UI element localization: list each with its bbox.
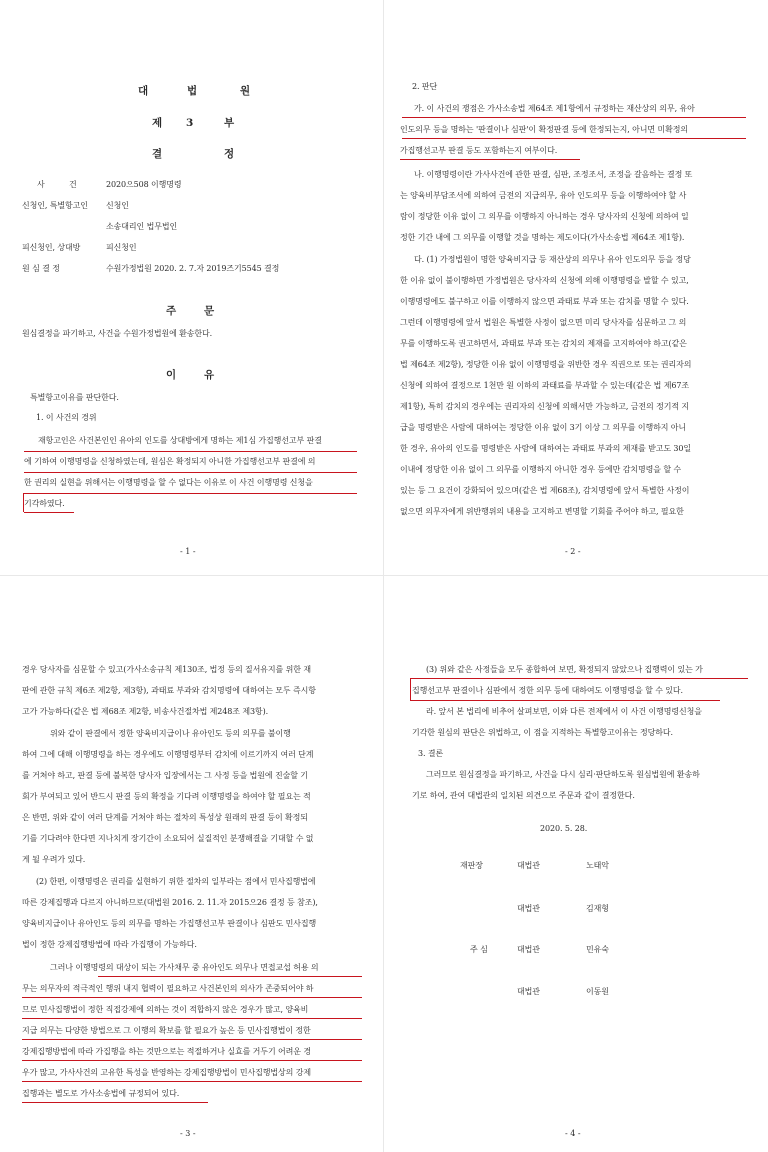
body-line: 강제집행방법에 따라 가집행을 하는 것만으로는 적절하거나 실효를 거두기 어려운 경 bbox=[22, 1047, 311, 1056]
decision-char: 결 bbox=[152, 148, 163, 160]
judge-name: 노태악 bbox=[586, 861, 609, 870]
judge-name: 이동원 bbox=[586, 987, 609, 996]
reason-heading-char: 유 bbox=[204, 369, 215, 381]
applicant-label: 신청인, 특별항고인 bbox=[22, 201, 88, 210]
body-line: 가. 이 사건의 쟁점은 가사소송법 제64조 제1항에서 규정하는 재산상의 의무, 유아 bbox=[414, 104, 695, 113]
decision-date: 2020. 5. 28. bbox=[540, 824, 588, 833]
body-line: 기각한 원심의 판단은 위법하고, 이 점을 지적하는 특별항고이유는 정당하다. bbox=[412, 728, 673, 737]
body-line: 그런데 이행명령에 앞서 법원은 특별한 사정이 없으면 미리 당사자를 심문하고 그 의 bbox=[400, 318, 687, 327]
judge-title: 대법관 bbox=[517, 904, 540, 913]
page-number: - 3 - bbox=[180, 1129, 196, 1138]
body-line: 그러나 이행명령의 대상이 되는 가사채무 중 유아인도 의무나 면접교섭 허용 의 bbox=[50, 963, 319, 972]
body-line: 제1항), 특히 감치의 경우에는 권리자의 신청에 의해서만 가능하고, 금전의 정기적 지 bbox=[400, 402, 690, 411]
reason-intro: 특별항고이유를 판단한다. bbox=[30, 393, 119, 402]
case-label-char: 사 bbox=[37, 180, 45, 189]
body-line: 가집행선고부 판결 등도 포함하는지 여부이다. bbox=[400, 146, 558, 155]
body-line: 따른 강제집행과 다르지 아니하므로(대법원 2016. 2. 11.자 2015으26 결정 등 참조), bbox=[22, 898, 318, 907]
body-line: 에 기하여 이행명령을 신청하였는데, 원심은 확정되지 아니한 가집행선고부 판결에 의 bbox=[24, 457, 316, 466]
highlight-underline bbox=[98, 976, 362, 977]
body-line: 이행명령에도 불구하고 이를 이행하지 않으면 과태료 부과 또는 감치를 명할 수 있다. bbox=[400, 297, 689, 306]
judge-title: 대법관 bbox=[517, 987, 540, 996]
horizontal-divider bbox=[0, 575, 768, 576]
highlight-underline bbox=[23, 493, 24, 512]
page-3 bbox=[0, 582, 378, 1152]
body-line: 양육비지급이나 유아인도 등의 의무를 명하는 가집행선고부 판결이나 심판도 민사집행 bbox=[22, 919, 317, 928]
page-number: - 2 - bbox=[565, 547, 581, 556]
highlight-underline bbox=[24, 512, 74, 513]
highlight-underline bbox=[22, 1018, 362, 1019]
original-label: 원 심 결 정 bbox=[22, 264, 60, 273]
judge-title: 대법관 bbox=[517, 945, 540, 954]
body-line: 한 경우, 유아의 인도를 명령받은 사람에 대하여는 과태료 부과의 제재를 받고도 30일 bbox=[400, 444, 692, 453]
body-line: 급을 명령받은 사람에 대하여는 정당한 이유 없이 3기 이상 그 의무를 이행하지 아니 bbox=[400, 423, 687, 432]
highlight-underline bbox=[22, 997, 362, 998]
body-line: 한 이유 없이 불이행하면 가정법원은 당사자의 신청에 의해 이행명령을 발할 수 있고, bbox=[400, 276, 689, 285]
judge-role: 주 심 bbox=[470, 945, 488, 954]
highlight-underline bbox=[22, 1102, 208, 1103]
body-line: 나. 이행명령이란 가사사건에 관한 판결, 심판, 조정조서, 조정을 갈음하는 결정 또 bbox=[414, 170, 693, 179]
body-line: 고가 가능하다(같은 법 제68조 제2항, 비송사건절차법 제248조 제3항). bbox=[22, 707, 269, 716]
vertical-divider bbox=[383, 0, 384, 1152]
highlight-underline bbox=[410, 678, 748, 679]
highlight-underline bbox=[410, 678, 411, 700]
bench-char: 3 bbox=[186, 117, 194, 129]
body-line: 는 양육비부담조서에 의하여 금전의 지급의무, 유아 인도의무 등을 이행하여야 할 사 bbox=[400, 191, 687, 200]
highlight-underline bbox=[410, 700, 720, 701]
court-title-char: 대 bbox=[138, 85, 149, 97]
highlight-underline bbox=[22, 1060, 362, 1061]
reason-heading bbox=[166, 370, 214, 380]
body-line: 있는 등 그 요건이 강화되어 있으며(같은 법 제68조), 감치명령에 앞서 특별한 사정이 bbox=[400, 486, 690, 495]
page-1 bbox=[0, 0, 378, 570]
order-text: 원심결정을 파기하고, 사건을 수원가정법원에 환송한다. bbox=[22, 329, 213, 338]
body-line: 이내에 정당한 이유 없이 그 의무를 이행하지 아니한 경우 등에만 감치명령을 할 수 bbox=[400, 465, 682, 474]
court-title-char: 원 bbox=[240, 85, 251, 97]
case-label-char: 건 bbox=[69, 180, 77, 189]
bench-char: 부 bbox=[224, 117, 235, 129]
highlight-underline bbox=[400, 159, 580, 160]
body-line: 판에 관한 규칙 제6조 제2항, 제3항), 과태료 부과와 감치명령에 대하여는 모두 즉시항 bbox=[22, 686, 316, 695]
reason-heading-char: 이 bbox=[166, 369, 177, 381]
order-heading-char: 문 bbox=[204, 305, 215, 317]
highlight-underline bbox=[24, 493, 357, 494]
original-value: 수원가정법원 2020. 2. 7.자 2019즈기5545 결정 bbox=[106, 264, 280, 273]
body-line: 법이 정한 강제집행방법에 따라 가집행이 가능하다. bbox=[22, 940, 197, 949]
page-number: - 4 - bbox=[565, 1129, 581, 1138]
body-line: 라. 앞서 본 법리에 비추어 살펴보면, 이와 다른 전제에서 이 사건 이행명령신청을 bbox=[426, 707, 702, 716]
body-line: 게 될 우려가 있다. bbox=[22, 855, 86, 864]
case-label bbox=[37, 180, 77, 190]
page-2 bbox=[390, 0, 768, 570]
court-title-char: 법 bbox=[187, 85, 198, 97]
body-line: 기를 기다려야 한다면 지나치게 장기간이 소요되어 실질적인 분쟁해결을 기대할 수 없 bbox=[22, 834, 314, 843]
respondent-label: 피신청인, 상대방 bbox=[22, 243, 81, 252]
body-line: 하여 그에 대해 이행명령을 하는 경우에도 이행명령부터 감치에 이르기까지 여러 단계 bbox=[22, 750, 314, 759]
bench-char: 제 bbox=[152, 117, 163, 129]
body-line: 다. (1) 가정법원이 명한 양육비지급 등 재산상의 의무나 유아 인도의무 등을 정당 bbox=[414, 255, 691, 264]
body-line: 경우 당사자를 심문할 수 있고(가사소송규칙 제130조, 법정 등의 질서유지를 위한 재 bbox=[22, 665, 311, 674]
body-line: 집행과는 별도로 가사소송법에 규정되어 있다. bbox=[22, 1089, 180, 1098]
body-line: 없으면 의무자에게 위반행위의 내용을 고지하고 변명할 기회를 주어야 하고, 필요한 bbox=[400, 507, 684, 516]
section-heading: 2. 판단 bbox=[412, 82, 438, 91]
highlight-underline bbox=[22, 1081, 362, 1082]
body-line: 우가 많고, 가사사건의 고유한 특성을 반영하는 강제집행방법이 민사집행법상의 강제 bbox=[22, 1068, 311, 1077]
body-line: 신청에 의하여 결정으로 1천만 원 이하의 과태료를 부과할 수 있는데(같은 법 제67조 bbox=[400, 381, 689, 390]
case-value: 2020으508 이행명령 bbox=[106, 180, 182, 189]
order-heading-char: 주 bbox=[166, 305, 177, 317]
highlight-underline bbox=[24, 472, 357, 473]
counsel-value: 소송대리인 법무법인 bbox=[106, 222, 178, 231]
court-title bbox=[138, 86, 250, 96]
body-line: 그러므로 원심결정을 파기하고, 사건을 다시 심리·판단하도록 원심법원에 환송하 bbox=[426, 770, 700, 779]
section-heading: 1. 이 사건의 경위 bbox=[36, 413, 97, 422]
page-4 bbox=[390, 582, 768, 1152]
body-line: 재항고인은 사건본인인 유아의 인도를 상대방에게 명하는 제1심 가집행선고부 판결 bbox=[38, 436, 322, 445]
body-line: 인도의무 등을 명하는 '판결이나 심판'이 확정판결 등에 한정되는지, 아니면 미확정의 bbox=[400, 125, 688, 134]
body-line: 한 권리의 실현을 위해서는 이행명령을 할 수 없다는 이유로 이 사건 이행명령 신청을 bbox=[24, 478, 313, 487]
body-line: 를 거쳐야 하고, 판결 등에 불복한 당사자 입장에서는 그 사정 등을 법원에 진술할 기 bbox=[22, 771, 308, 780]
decision-title bbox=[152, 149, 234, 159]
order-heading bbox=[166, 306, 214, 316]
body-line: 기각하였다. bbox=[24, 499, 65, 508]
highlight-underline bbox=[402, 117, 746, 118]
judge-name: 민유숙 bbox=[586, 945, 609, 954]
body-line: 집행선고부 판결이나 심판에서 정한 의무 등에 대하여도 이행명령을 할 수 있다. bbox=[412, 686, 683, 695]
section-heading: 3. 결론 bbox=[418, 749, 444, 758]
body-line: 람이 정당한 이유 없이 그 의무를 이행하지 아니하는 경우 당사자의 신청에 의하여 일 bbox=[400, 212, 689, 221]
applicant-value: 신청인 bbox=[106, 201, 129, 210]
judge-name: 김재형 bbox=[586, 904, 609, 913]
body-line: 므로 민사집행법이 정한 직접강제에 의하는 것이 적합하지 않은 경우가 많고, 양육비 bbox=[22, 1005, 309, 1014]
highlight-underline bbox=[24, 451, 357, 452]
decision-char: 정 bbox=[224, 148, 235, 160]
judge-title: 대법관 bbox=[517, 861, 540, 870]
body-line: 위와 같이 판결에서 정한 양육비지급이나 유아인도 등의 의무를 불이행 bbox=[50, 729, 291, 738]
body-line: 법 제64조 제2항), 정당한 이유 없이 이행명령을 위반한 경우 직권으로 또는 권리자의 bbox=[400, 360, 692, 369]
body-line: (3) 위와 같은 사정들을 모두 종합하여 보면, 확정되지 않았으나 집행력이 있는 가 bbox=[426, 665, 703, 674]
body-line: 회가 부여되고 있어 반드시 판결 등의 확정을 기다려 이행명령을 하여야 할 필요는 적 bbox=[22, 792, 311, 801]
body-line: 지급 의무는 다양한 방법으로 그 이행의 확보를 할 필요가 높은 등 민사집행법이 정한 bbox=[22, 1026, 311, 1035]
highlight-underline bbox=[402, 138, 746, 139]
highlight-underline bbox=[22, 1039, 362, 1040]
body-line: 무는 의무자의 적극적인 행위 내지 협력이 필요하고 사건본인의 의사가 존중되어야 하 bbox=[22, 984, 314, 993]
judge-role: 재판장 bbox=[460, 861, 483, 870]
body-line: (2) 한편, 이행명령은 권리를 실현하기 위한 절차의 일부라는 점에서 민사집행법에 bbox=[36, 877, 316, 886]
body-line: 은 반면, 위와 같이 여러 단계를 거쳐야 하는 절차의 특성상 원래의 판결 등이 확정되 bbox=[22, 813, 308, 822]
bench-title bbox=[152, 118, 234, 128]
body-line: 무를 이행하도록 권고하면서, 과태료 부과 또는 감치의 제재를 고지하여야 하고(같은 bbox=[400, 339, 687, 348]
page-number: - 1 - bbox=[180, 547, 196, 556]
body-line: 기로 하여, 관여 대법관의 일치된 의견으로 주문과 같이 결정한다. bbox=[412, 791, 635, 800]
body-line: 정한 기간 내에 그 의무를 이행할 것을 명하는 제도이다(가사소송법 제64조 제1항). bbox=[400, 233, 685, 242]
respondent-value: 피신청인 bbox=[106, 243, 137, 252]
